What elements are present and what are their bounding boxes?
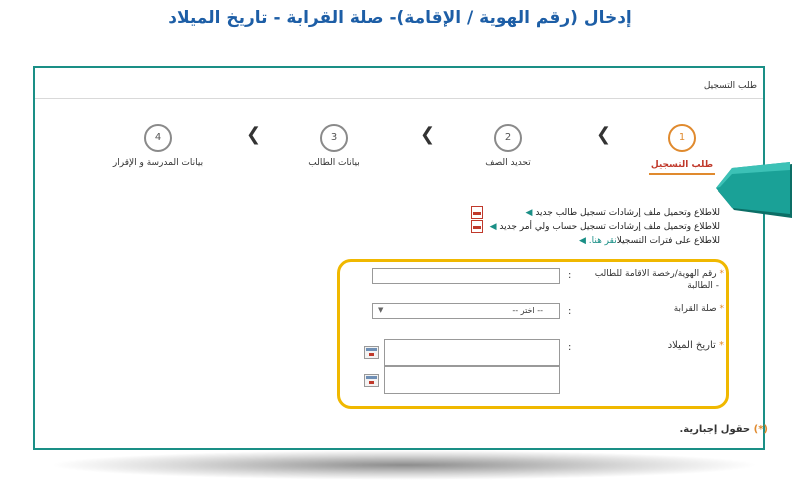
mandatory-text: حقول إجبارية. [679,424,751,435]
info-link-new-parent[interactable] [488,222,720,232]
required-star: * [719,269,724,279]
required-star: * [719,340,724,351]
pdf-icon[interactable] [471,220,483,233]
info-text: للاطلاع على فترات التسجيل [616,236,720,246]
step-label: طلب التسجيل [649,160,715,175]
step-number: 1 [668,124,696,152]
step-label: بيانات الطالب [308,158,360,168]
colon: : [568,306,572,317]
step-number: 3 [320,124,348,152]
step-student-data[interactable] [264,124,404,168]
relation-label-text: صلة القرابة [673,304,717,314]
step-number: 4 [144,124,172,152]
birthdate-label-text: تاريخ الميلاد [667,340,716,351]
step-label: تحديد الصف [485,158,531,168]
triangle-bullet-icon: ◀ [489,222,497,232]
chevron-left-icon: ❮ [246,124,262,145]
panel-title: طلب التسجيل [703,81,757,91]
id-number-input[interactable] [372,268,560,284]
click-here-link[interactable]: انقر هنا. [588,236,617,246]
id-field-label [574,269,724,279]
calendar-icon[interactable] [364,346,379,359]
birthdate-gregorian-input[interactable] [384,366,560,394]
relation-field-label [604,304,724,314]
relation-selected-value: -- اختر -- [512,306,543,315]
info-text: للاطلاع وتحميل ملف إرشادات تسجيل حساب ولي أمر جديد [499,222,720,232]
step-select-grade[interactable] [438,124,578,168]
info-registration-periods [577,236,720,246]
info-link-new-student[interactable] [524,208,720,218]
calendar-icon[interactable] [364,374,379,387]
panel-header [35,68,763,99]
dropdown-arrow-icon: ▼ [378,306,384,314]
step-school-data[interactable] [88,124,228,168]
panel-shadow [48,450,760,480]
chevron-left-icon: ❮ [596,124,612,145]
step-number: 2 [494,124,522,152]
page-title: إدخال (رقم الهوية / الإقامة)- صلة القرابة - تاريخ الميلاد [168,8,632,28]
mandatory-note [679,424,768,435]
mandatory-mark: (*) [753,424,768,435]
birthdate-hijri-input[interactable] [384,339,560,366]
pdf-icon[interactable] [471,206,483,219]
triangle-bullet-icon: ◀ [578,236,586,246]
relation-select[interactable] [372,303,560,319]
step-label: بيانات المدرسة و الإقرار [112,158,204,168]
chevron-left-icon: ❮ [420,124,436,145]
required-star: * [719,304,724,314]
colon: : [568,342,572,353]
birthdate-field-label [604,340,724,351]
triangle-bullet-icon: ◀ [525,208,533,218]
pointer-badge-icon [716,160,794,222]
id-field-label-2: - الطالبة [687,281,719,291]
info-text: للاطلاع وتحميل ملف إرشادات تسجيل طالب جديد [535,208,720,218]
id-label-text: رقم الهوية/رخصة الاقامة للطالب [594,269,717,279]
colon: : [568,270,572,281]
